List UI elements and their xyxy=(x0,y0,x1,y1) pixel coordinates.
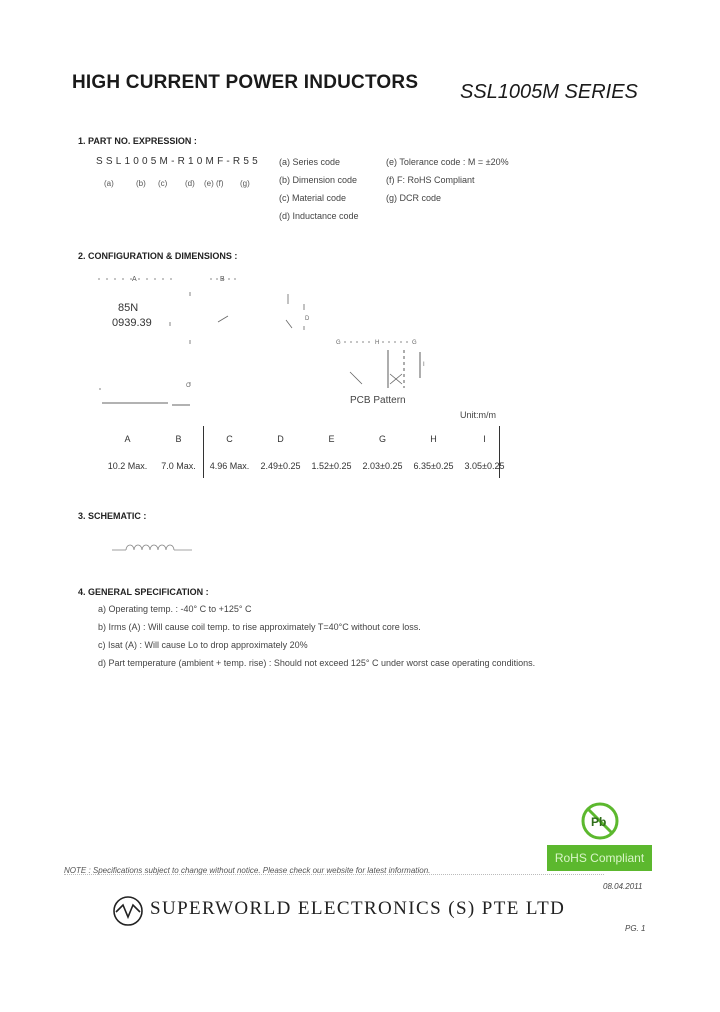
code-letter-e: (e) xyxy=(204,179,214,188)
dim-value-h: 6.35±0.25 xyxy=(413,461,454,471)
dim-value-e: 1.52±0.25 xyxy=(311,461,352,471)
schematic-heading: 3. SCHEMATIC : xyxy=(78,511,147,521)
coil-schematic xyxy=(112,541,202,557)
legend-series-code: (a) Series code xyxy=(279,157,341,167)
rohs-compliant-badge: RoHS Compliant xyxy=(547,845,652,871)
pb-free-icon xyxy=(580,801,620,841)
config-heading: 2. CONFIGURATION & DIMENSIONS : xyxy=(78,251,238,261)
part-no-heading: 1. PART NO. EXPRESSION : xyxy=(78,136,197,146)
dimension-header-row xyxy=(102,425,510,453)
series-name: SSL1005M SERIES xyxy=(460,81,638,103)
company-logo-icon xyxy=(112,895,144,927)
legend-dimension-code: (b) Dimension code xyxy=(279,175,358,185)
dim-value-d: 2.49±0.25 xyxy=(260,461,301,471)
part-number-code: SSL1005M-R10MF-R55 xyxy=(96,156,261,167)
legend-rohs-code: (f) F: RoHS Compliant xyxy=(386,175,475,185)
dim-value-i: 3.05±0.25 xyxy=(464,461,505,471)
dim-header-d: D xyxy=(277,434,284,444)
legend-tolerance-code: (e) Tolerance code : M = ±20% xyxy=(386,157,509,167)
dim-header-c: C xyxy=(226,434,233,444)
revision-date: 08.04.2011 xyxy=(603,882,643,891)
svg-text:H: H xyxy=(375,340,380,346)
dim-header-b: B xyxy=(175,434,182,444)
marking-line-2: 0939.39 xyxy=(112,317,152,329)
svg-text:G: G xyxy=(336,340,341,346)
code-letter-c: (c) xyxy=(158,179,168,188)
general-spec-heading: 4. GENERAL SPECIFICATION : xyxy=(78,587,209,597)
pcb-pattern-label: PCB Pattern xyxy=(350,395,406,406)
spec-isat: c) Isat (A) : Will cause Lo to drop approximately 20% xyxy=(98,640,308,650)
svg-text:B: B xyxy=(220,276,225,283)
dim-value-a: 10.2 Max. xyxy=(107,461,148,471)
dimension-table xyxy=(102,425,510,479)
dim-header-i: I xyxy=(483,434,486,444)
spec-irms: b) Irms (A) : Will cause coil temp. to rise approximately T=40°C without core loss. xyxy=(98,622,421,632)
dimension-drawing xyxy=(90,270,440,410)
dim-value-g: 2.03±0.25 xyxy=(362,461,403,471)
dim-header-g: G xyxy=(378,434,386,444)
legend-dcr-code: (g) DCR code xyxy=(386,193,442,203)
dim-value-b: 7.0 Max. xyxy=(161,461,196,471)
document-title: HIGH CURRENT POWER INDUCTORS xyxy=(72,72,419,93)
footer-note: NOTE : Specifications subject to change without notice. Please check our website for latest information. xyxy=(64,866,431,875)
svg-text:D: D xyxy=(305,316,310,322)
dim-value-c: 4.96 Max. xyxy=(209,461,250,471)
code-letter-f: (f) xyxy=(216,179,224,188)
svg-text:I: I xyxy=(423,362,425,368)
dim-header-a: A xyxy=(124,434,131,444)
code-letter-g: (g) xyxy=(240,179,250,188)
marking-line-1: 85N xyxy=(118,302,139,314)
dimension-value-row xyxy=(102,453,510,479)
unit-label: Unit:m/m xyxy=(460,410,496,420)
code-letter-b: (b) xyxy=(136,179,146,188)
svg-text:C: C xyxy=(186,383,191,389)
spec-part-temperature: d) Part temperature (ambient + temp. rise) : Should not exceed 125° C under worst case operating conditions. xyxy=(98,658,536,668)
code-letter-d: (d) xyxy=(185,179,195,188)
svg-text:A: A xyxy=(132,276,137,283)
dim-header-h: H xyxy=(430,434,437,444)
svg-text:G: G xyxy=(412,340,417,346)
code-letter-a: (a) xyxy=(104,179,114,188)
company-name: SUPERWORLD ELECTRONICS (S) PTE LTD xyxy=(150,898,566,919)
spec-operating-temp: a) Operating temp. : -40° C to +125° C xyxy=(98,604,252,614)
legend-material-code: (c) Material code xyxy=(279,193,347,203)
page-number: PG. 1 xyxy=(625,924,646,933)
pb-symbol: Pb xyxy=(591,815,607,829)
dim-header-e: E xyxy=(328,434,335,444)
legend-inductance-code: (d) Inductance code xyxy=(279,211,359,221)
